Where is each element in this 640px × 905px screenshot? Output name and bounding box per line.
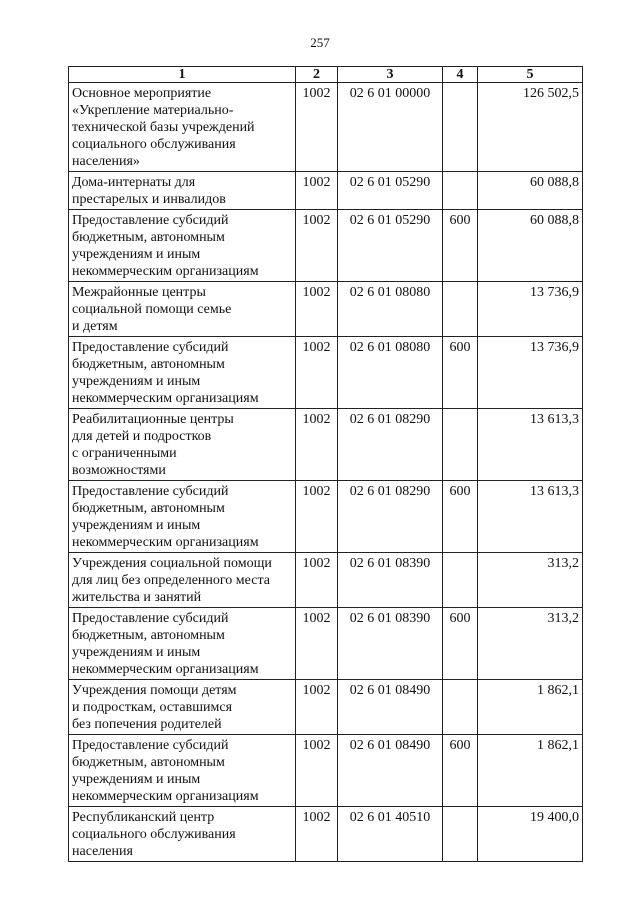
row-expense-kind: 600 (443, 337, 478, 409)
row-amount: 60 088,8 (478, 210, 583, 282)
row-target-code: 02 6 01 40510 (338, 807, 443, 862)
row-amount: 126 502,5 (478, 83, 583, 172)
row-expense-kind (443, 680, 478, 735)
row-section: 1002 (296, 481, 338, 553)
table-row (69, 608, 583, 680)
table-row (69, 409, 583, 481)
row-target-code: 02 6 01 08290 (338, 481, 443, 553)
row-name: Предоставление субсидий бюджетным, автономным учреждениям и иным некоммерческим организациям (69, 210, 296, 282)
row-section: 1002 (296, 409, 338, 481)
row-expense-kind: 600 (443, 481, 478, 553)
row-expense-kind (443, 807, 478, 862)
row-target-code: 02 6 01 00000 (338, 83, 443, 172)
row-amount: 60 088,8 (478, 172, 583, 210)
row-section: 1002 (296, 210, 338, 282)
row-name: Предоставление субсидий бюджетным, автономным учреждениям и иным некоммерческим организациям (69, 481, 296, 553)
row-expense-kind (443, 282, 478, 337)
table-row (69, 481, 583, 553)
row-name: Реабилитационные центры для детей и подростков с ограниченными возможностями (69, 409, 296, 481)
row-section: 1002 (296, 807, 338, 862)
row-target-code: 02 6 01 08390 (338, 608, 443, 680)
row-expense-kind: 600 (443, 735, 478, 807)
row-target-code: 02 6 01 05290 (338, 210, 443, 282)
row-name: Дома-интернаты для престарелых и инвалидов (69, 172, 296, 210)
table-row (69, 210, 583, 282)
row-section: 1002 (296, 735, 338, 807)
row-expense-kind (443, 172, 478, 210)
header-col-1: 1 (69, 67, 296, 83)
row-name: Республиканский центр социального обслуживания населения (69, 807, 296, 862)
table-row (69, 680, 583, 735)
row-target-code: 02 6 01 08390 (338, 553, 443, 608)
row-section: 1002 (296, 608, 338, 680)
row-target-code: 02 6 01 08490 (338, 735, 443, 807)
table-row (69, 337, 583, 409)
budget-table (68, 66, 583, 862)
row-target-code: 02 6 01 08080 (338, 337, 443, 409)
row-expense-kind (443, 409, 478, 481)
row-target-code: 02 6 01 08490 (338, 680, 443, 735)
row-target-code: 02 6 01 08290 (338, 409, 443, 481)
row-amount: 13 613,3 (478, 481, 583, 553)
row-section: 1002 (296, 83, 338, 172)
row-name: Основное мероприятие «Укрепление материально- технической базы учреждений социального обслуживания населения» (69, 83, 296, 172)
row-amount: 13 736,9 (478, 337, 583, 409)
row-expense-kind (443, 553, 478, 608)
table-row (69, 282, 583, 337)
row-amount: 1 862,1 (478, 735, 583, 807)
row-section: 1002 (296, 680, 338, 735)
table-row (69, 83, 583, 172)
row-expense-kind: 600 (443, 210, 478, 282)
table-row (69, 807, 583, 862)
header-col-3: 3 (338, 67, 443, 83)
row-section: 1002 (296, 337, 338, 409)
page-number: 257 (310, 35, 330, 50)
row-name: Учреждения социальной помощи для лиц без определенного места жительства и занятий (69, 553, 296, 608)
row-name: Учреждения помощи детям и подросткам, оставшимся без попечения родителей (69, 680, 296, 735)
row-amount: 313,2 (478, 608, 583, 680)
row-expense-kind (443, 83, 478, 172)
row-amount: 13 736,9 (478, 282, 583, 337)
row-section: 1002 (296, 553, 338, 608)
row-amount: 1 862,1 (478, 680, 583, 735)
table-row (69, 172, 583, 210)
row-expense-kind: 600 (443, 608, 478, 680)
table-row (69, 735, 583, 807)
row-section: 1002 (296, 172, 338, 210)
row-target-code: 02 6 01 08080 (338, 282, 443, 337)
row-section: 1002 (296, 282, 338, 337)
header-col-4: 4 (443, 67, 478, 83)
row-amount: 19 400,0 (478, 807, 583, 862)
row-amount: 313,2 (478, 553, 583, 608)
row-target-code: 02 6 01 05290 (338, 172, 443, 210)
header-col-2: 2 (296, 67, 338, 83)
row-name: Предоставление субсидий бюджетным, автономным учреждениям и иным некоммерческим организациям (69, 735, 296, 807)
row-name: Предоставление субсидий бюджетным, автономным учреждениям и иным некоммерческим организациям (69, 337, 296, 409)
table-header-row (69, 67, 583, 83)
row-name: Межрайонные центры социальной помощи семье и детям (69, 282, 296, 337)
row-name: Предоставление субсидий бюджетным, автономным учреждениям и иным некоммерческим организациям (69, 608, 296, 680)
table-row (69, 553, 583, 608)
header-col-5: 5 (478, 67, 583, 83)
row-amount: 13 613,3 (478, 409, 583, 481)
